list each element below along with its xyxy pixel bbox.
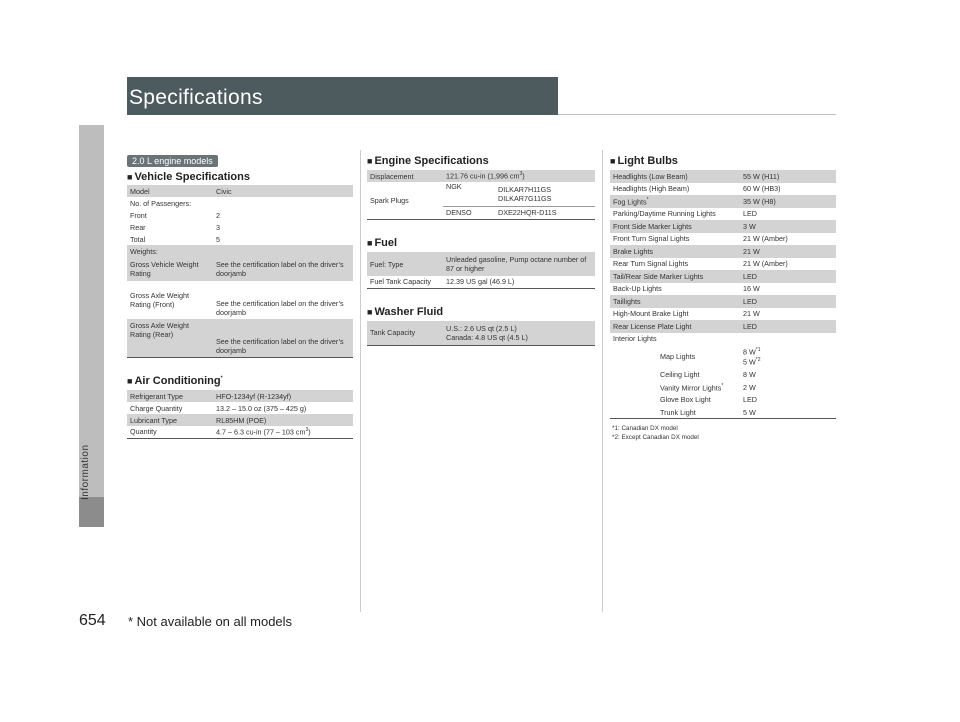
total-label: Total xyxy=(130,234,146,244)
table-row xyxy=(127,245,353,257)
bulb-value: 3 W xyxy=(740,220,836,233)
washer-values xyxy=(443,321,595,345)
table-row xyxy=(610,195,836,208)
footnote-1 xyxy=(612,424,699,433)
engine-badge: 2.0 L engine models xyxy=(127,155,218,167)
chapter-label: Information xyxy=(80,444,91,500)
map-lights-label: Map Lights xyxy=(660,352,696,361)
footnote-2 xyxy=(612,433,699,442)
charge-label: Charge Quantity xyxy=(130,403,183,413)
bulb-value: 16 W xyxy=(743,284,760,294)
glove-box-label: Glove Box Light xyxy=(660,395,711,405)
bulb-value: 21 W (Amber) xyxy=(743,234,788,244)
square-bullet-icon: ■ xyxy=(610,156,616,166)
refrigerant-value: HFO-1234yf (R-1234yf) xyxy=(213,390,353,402)
ceiling-light-label: Ceiling Light xyxy=(660,370,700,380)
refrigerant-label: Refrigerant Type xyxy=(127,390,213,402)
bulb-label: Fog Lights xyxy=(613,196,647,206)
ac-heading xyxy=(127,375,223,387)
table-row xyxy=(367,321,595,345)
interior-lights-label: Interior Lights xyxy=(613,334,657,343)
table-row xyxy=(610,381,836,394)
map-value-2-line xyxy=(743,357,833,366)
trunk-light-value: 5 W xyxy=(740,406,836,419)
table-row xyxy=(127,221,353,233)
bulb-value: 55 W (H11) xyxy=(740,170,836,183)
square-bullet-icon: ■ xyxy=(367,156,373,166)
table-row xyxy=(127,319,353,357)
vehicle-specs-title: Vehicle Specifications xyxy=(134,171,250,183)
table-row xyxy=(127,185,353,197)
table-row xyxy=(610,233,836,246)
quantity-close: ) xyxy=(308,427,311,437)
washer-us-value: U.S.: 2.6 US qt (2.5 L) xyxy=(446,323,517,333)
gawr-front-value: See the certification label on the driver’s doorjamb xyxy=(216,299,344,317)
table-row xyxy=(127,257,353,281)
table-row xyxy=(610,369,836,382)
table-row xyxy=(610,170,836,183)
denso-value: DXE22HQR-D11S xyxy=(495,206,595,219)
ngk-value-2: DILKAR7G11GS xyxy=(498,193,552,203)
gvwr-label: Gross Vehicle Weight Rating xyxy=(127,257,213,281)
engine-specs-title: Engine Specifications xyxy=(374,155,489,167)
bulb-label: Headlights (Low Beam) xyxy=(610,170,740,183)
bulb-label: Front Turn Signal Lights xyxy=(613,234,690,244)
fuel-type-value: Unleaded gasoline, Pump octane number of 87 or higher xyxy=(443,252,595,276)
page-number: 654 xyxy=(79,612,106,629)
map-value-2: 5 W xyxy=(743,356,756,366)
footnote-1-mark: *1: xyxy=(612,425,620,432)
table-row xyxy=(127,281,353,319)
table-row xyxy=(127,402,353,414)
table-row xyxy=(367,170,595,182)
map-lights-values xyxy=(740,345,836,369)
ac-title: Air Conditioning xyxy=(134,375,221,387)
table-row xyxy=(127,209,353,221)
table-row xyxy=(367,252,595,276)
bulb-label: Rear License Plate Light xyxy=(610,320,740,333)
displacement-label: Displacement xyxy=(367,170,443,182)
footnote-2-mark: *2: xyxy=(612,434,620,441)
gvwr-value: See the certification label on the driver’s doorjamb xyxy=(213,257,353,281)
table-row xyxy=(610,208,836,221)
table-row xyxy=(127,233,353,245)
not-available-mark: * xyxy=(721,382,724,389)
vanity-mirror-value: 2 W xyxy=(743,382,756,392)
model-value: Civic xyxy=(213,185,353,197)
lubricant-label: Lubricant Type xyxy=(127,414,213,426)
bulb-label: Brake Lights xyxy=(610,245,740,258)
fuel-table xyxy=(367,252,595,289)
table-row xyxy=(610,283,836,296)
displacement-close: ) xyxy=(522,171,525,181)
bulb-label: Front Side Marker Lights xyxy=(610,220,740,233)
bulb-label: Headlights (High Beam) xyxy=(613,184,690,194)
washer-tank-label: Tank Capacity xyxy=(367,321,443,345)
vehicle-specs-table xyxy=(127,185,353,358)
bulb-label: Tail/Rear Side Marker Lights xyxy=(610,270,740,283)
not-available-mark: * xyxy=(220,375,223,382)
light-bulbs-table xyxy=(610,170,836,419)
table-row xyxy=(610,406,836,419)
not-available-footnote: * Not available on all models xyxy=(128,614,293,629)
bulb-value: 21 W xyxy=(740,245,836,258)
front-label: Front xyxy=(130,210,147,220)
rear-label: Rear xyxy=(130,222,146,232)
table-row xyxy=(610,183,836,196)
trunk-light-label: Trunk Light xyxy=(610,406,740,419)
bulb-label: Rear Turn Signal Lights xyxy=(613,259,689,269)
table-row xyxy=(610,345,836,369)
table-row xyxy=(127,197,353,209)
fuel-tank-value: 12.39 US gal (46.9 L) xyxy=(443,276,595,288)
chapter-strip-active xyxy=(79,497,104,527)
quantity-value-cell xyxy=(213,426,353,438)
not-available-mark: * xyxy=(646,196,649,203)
ceiling-light-value: 8 W xyxy=(743,370,756,380)
table-row xyxy=(367,182,595,206)
map-sup-1: *1 xyxy=(755,347,761,354)
displacement-sup: 3 xyxy=(519,171,523,178)
fuel-title: Fuel xyxy=(374,237,398,249)
light-bulbs-title: Light Bulbs xyxy=(617,155,678,167)
displacement-value-cell xyxy=(443,170,595,182)
footnote-1-text: Canadian DX model xyxy=(621,425,678,432)
table-row xyxy=(127,426,353,438)
table-row xyxy=(610,320,836,333)
table-row xyxy=(610,258,836,271)
bulb-label: Taillights xyxy=(610,295,740,308)
map-sup-2: *2 xyxy=(755,356,761,363)
charge-value: 13.2 – 15.0 oz (375 – 425 g) xyxy=(216,403,307,413)
lubricant-value: RL85HM (POE) xyxy=(213,414,353,426)
table-row xyxy=(610,333,836,345)
passengers-label: No. of Passengers: xyxy=(130,198,192,208)
bulb-value: 60 W (HB3) xyxy=(743,184,781,194)
fuel-heading xyxy=(367,237,397,249)
vanity-label-cell xyxy=(610,381,740,394)
bulb-footnotes xyxy=(612,424,699,442)
quantity-label: Quantity xyxy=(127,426,213,438)
table-row xyxy=(610,270,836,283)
vehicle-specs-heading xyxy=(127,171,250,183)
bulb-value: LED xyxy=(740,295,836,308)
gawr-front-label: Gross Axle Weight Rating (Front) xyxy=(130,291,189,309)
quantity-value: 4.7 – 6.3 cu-in (77 – 103 cm xyxy=(216,427,306,437)
footnote-2-text: Except Canadian DX model xyxy=(621,434,699,441)
square-bullet-icon: ■ xyxy=(127,376,133,386)
engine-specs-table xyxy=(367,170,595,220)
table-row xyxy=(127,390,353,402)
washer-canada-value: Canada: 4.8 US qt (4.5 L) xyxy=(446,332,528,342)
bulb-value: 21 W xyxy=(743,309,760,319)
washer-table xyxy=(367,321,595,346)
engine-specs-heading xyxy=(367,155,489,167)
bulb-value: 35 W (H8) xyxy=(740,195,836,208)
gawr-rear-label: Gross Axle Weight Rating (Rear) xyxy=(127,319,213,357)
weights-label: Weights: xyxy=(127,245,353,257)
bulb-label: Back-Up Lights xyxy=(613,284,662,294)
bulb-label: Parking/Daytime Running Lights xyxy=(613,209,716,219)
bulb-value: LED xyxy=(740,320,836,333)
square-bullet-icon: ■ xyxy=(127,172,133,182)
header-rule xyxy=(558,114,836,115)
gawr-rear-value: See the certification label on the driver’s doorjamb xyxy=(213,319,353,357)
denso-label: DENSO xyxy=(443,206,495,219)
bulb-label: High-Mount Brake Light xyxy=(613,309,689,319)
table-row xyxy=(127,414,353,426)
table-row xyxy=(367,276,595,288)
square-bullet-icon: ■ xyxy=(367,238,373,248)
table-row xyxy=(610,308,836,321)
glove-box-value: LED xyxy=(743,395,757,405)
bulb-value: 21 W (Amber) xyxy=(743,259,788,269)
bulb-label-cell xyxy=(610,195,740,208)
displacement-value: 121.76 cu-in (1,996 cm xyxy=(446,171,520,181)
washer-heading xyxy=(367,306,443,318)
ngk-values xyxy=(495,182,595,206)
vanity-mirror-label: Vanity Mirror Lights xyxy=(660,382,722,392)
map-value-1-line xyxy=(743,347,833,356)
ngk-label: NGK xyxy=(446,182,462,191)
square-bullet-icon: ■ xyxy=(367,307,373,317)
bulb-value: LED xyxy=(743,209,757,219)
light-bulbs-heading xyxy=(610,155,678,167)
column-divider xyxy=(602,150,603,612)
fuel-tank-label: Fuel Tank Capacity xyxy=(367,276,443,288)
page-title: Specifications xyxy=(129,86,263,109)
map-value-1: 8 W xyxy=(743,347,756,357)
quantity-unit-sup: 3 xyxy=(305,427,309,434)
table-row xyxy=(610,394,836,407)
column-divider xyxy=(360,150,361,612)
ngk-value-1: DILKAR7H11GS xyxy=(498,184,551,194)
model-label: Model xyxy=(127,185,213,197)
ac-table xyxy=(127,390,353,439)
bulb-value: LED xyxy=(740,270,836,283)
total-value: 5 xyxy=(216,234,220,244)
rear-value: 3 xyxy=(216,222,220,232)
front-value: 2 xyxy=(216,210,220,220)
fuel-type-label: Fuel: Type xyxy=(367,252,443,276)
table-row xyxy=(610,245,836,258)
table-row xyxy=(610,295,836,308)
spark-plugs-label: Spark Plugs xyxy=(367,182,443,219)
washer-title: Washer Fluid xyxy=(374,306,444,318)
table-row xyxy=(610,220,836,233)
